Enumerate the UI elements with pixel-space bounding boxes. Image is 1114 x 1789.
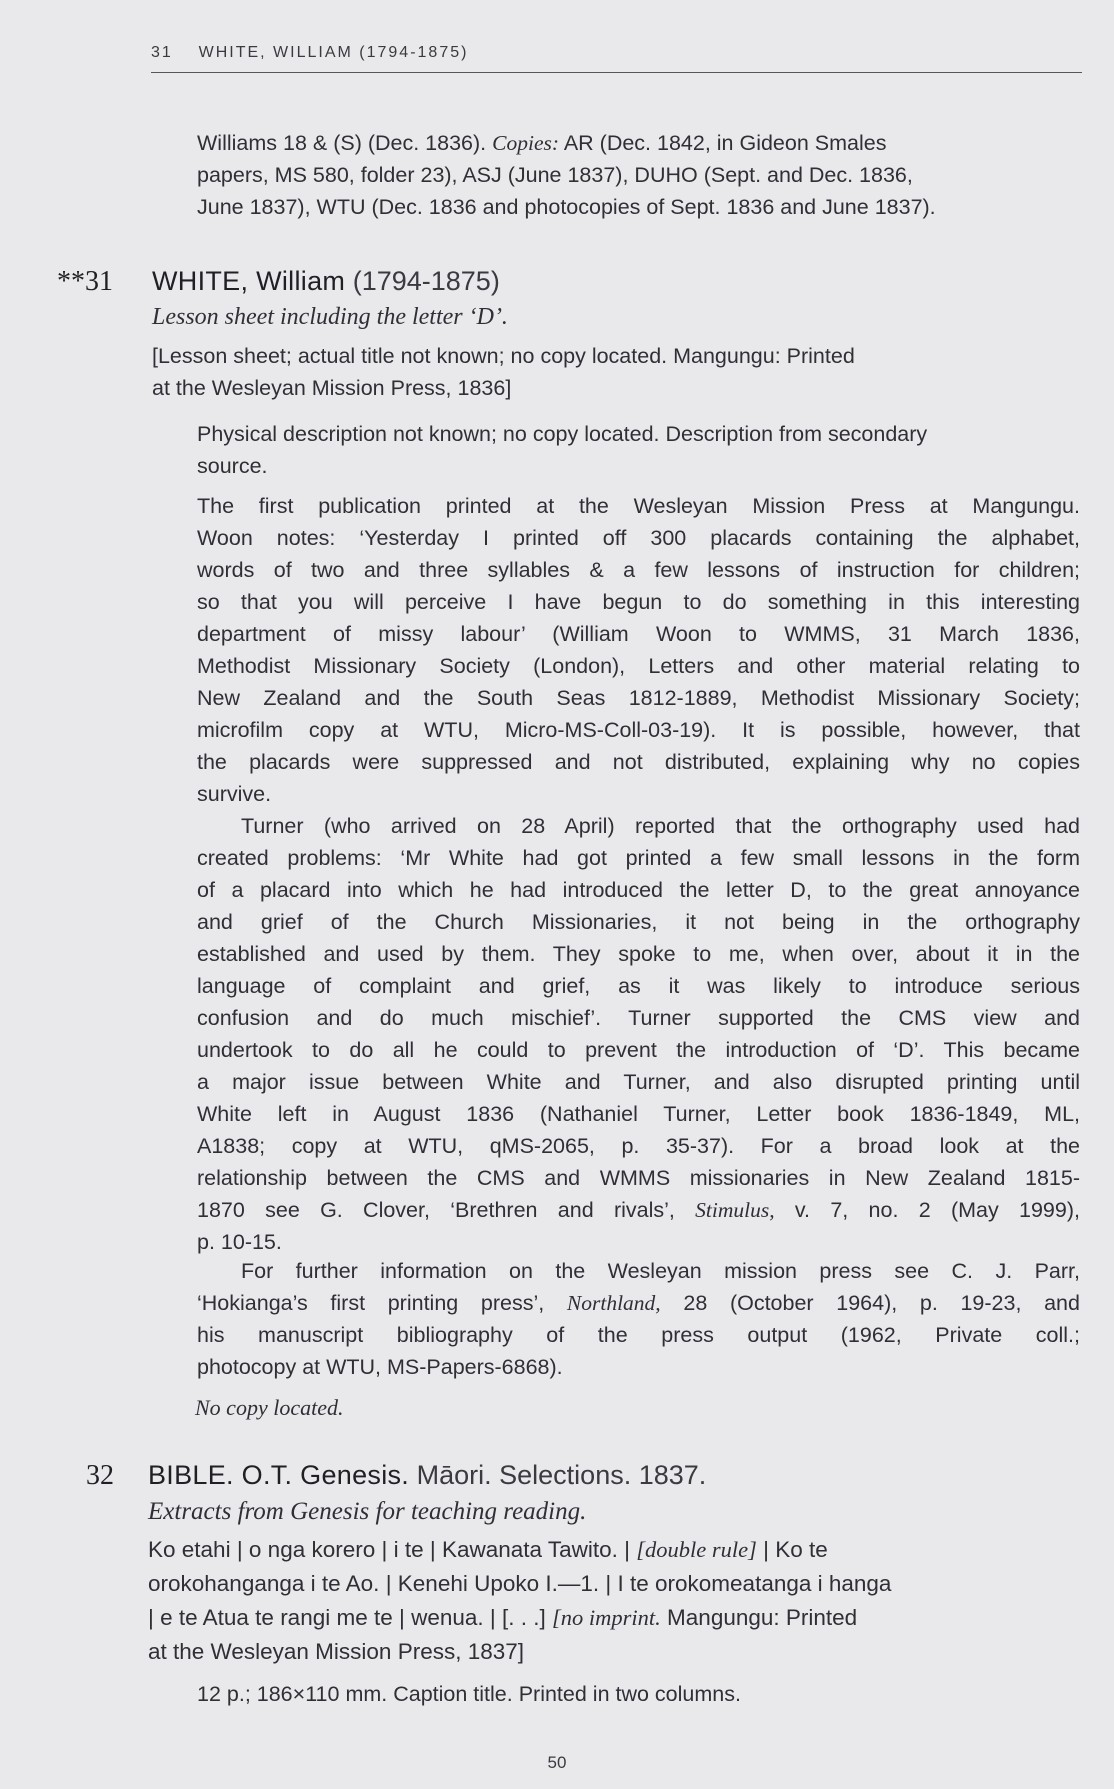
previous-entry-copies: Williams 18 & (S) (Dec. 1836). Copies: AR (Dec. 1842, in Gideon Smales papers, MS 580, folder 23), ASJ (June 1837), DUHO (Sept. and Dec. 1836, June 1837), WTU (Dec. 1836 and photocopies of Sept. 1836 and June 1837).: [197, 131, 936, 219]
entry-imprint-31: [Lesson sheet; actual title not known; no copy located. Mangungu: Printed at the Wesleyan Mission Press, 1836]: [152, 344, 855, 400]
entry-number-32: 32: [86, 1460, 114, 1491]
copies-statement-31: No copy located.: [195, 1395, 344, 1420]
running-head-text: WHITE, WILLIAM (1794-1875): [198, 44, 469, 61]
running-head-rule: [151, 72, 1082, 73]
entry-heading-32: BIBLE. O.T. Genesis. Māori. Selections. 1837.: [148, 1460, 707, 1490]
note-paragraph-2: Turner (who arrived on 28 April) reported that the orthography used had created problems: ‘Mr White had got printed a few small lessons in the form of a placard into which he had introduced the letter D, to the great annoyance and grief of the Church Missionaries, it not being in the orthography established and used by them. They spoke to me, when over, about it in the language of complaint and grief, as it was likely to introduce serious confusion and do much mischief’. Turner supported the CMS view and undertook to do all he could to prevent the introduction of ‘D’. This became a major issue between White and Turner, and also disrupted printing until White left in August 1836 (Nathaniel Turner, Letter book 1836-1849, ML, A1838; copy at WTU, qMS-2065, p. 35-37). For a broad look at the relationship between the CMS and WMMS missionaries in New Zealand 1815- 1870 see G. Clover, ‘Brethren and rivals’, Stimulus, v. 7, no. 2 (May 1999), p. 10-15.: [197, 814, 1080, 1254]
entry-title-32: Extracts from Genesis for teaching reading.: [148, 1498, 587, 1525]
entry-heading-31: WHITE, William (1794-1875): [152, 266, 500, 296]
note-paragraph-3: For further information on the Wesleyan mission press see C. J. Parr, ‘Hokianga’s first printing press’, Northland, 28 (October 1964), p. 19-23, and his manuscript bibliography of the press output (1962, Private coll.; photocopy at WTU, MS-Papers-6868).: [197, 1259, 1080, 1379]
collation-32: 12 p.; 186×110 mm. Caption title. Printed in two columns.: [197, 1682, 741, 1706]
running-head: [151, 44, 468, 62]
entry-title-31: Lesson sheet including the letter ‘D’.: [152, 304, 508, 330]
title-transcription-32: Ko etahi | o nga korero | i te | Kawanata Tawito. | [double rule] | Ko te orokohanganga i te Ao. | Kenehi Upoko I.—1. | I te orokomeatanga i hanga | e te Atua te rangi me te | wenua. | [. . .] [no imprint. Mangungu: Printed at the Wesleyan Mission Press, 1837]: [148, 1537, 892, 1664]
note-paragraph-1: The first publication printed at the Wesleyan Mission Press at Mangungu. Woon notes: ‘Yesterday I printed off 300 placards containing the alphabet, words of two and three syllables & a few lessons of instruction for children; so that you will perceive I have begun to do something in this interesting department of missy labour’ (William Woon to WMMS, 31 March 1836, Methodist Missionary Society (London), Letters and other material relating to New Zealand and the South Seas 1812-1889, Methodist Missionary Society; microfilm copy at WTU, Micro-MS-Coll-03-19). It is possible, however, that the placards were suppressed and not distributed, explaining why no copies survive.: [197, 494, 1080, 806]
entry-number-31: **31: [57, 266, 113, 297]
physical-description-31: Physical description not known; no copy located. Description from secondary source.: [197, 422, 928, 478]
page-number: 50: [547, 1753, 567, 1772]
running-head-number: 31: [151, 44, 173, 61]
